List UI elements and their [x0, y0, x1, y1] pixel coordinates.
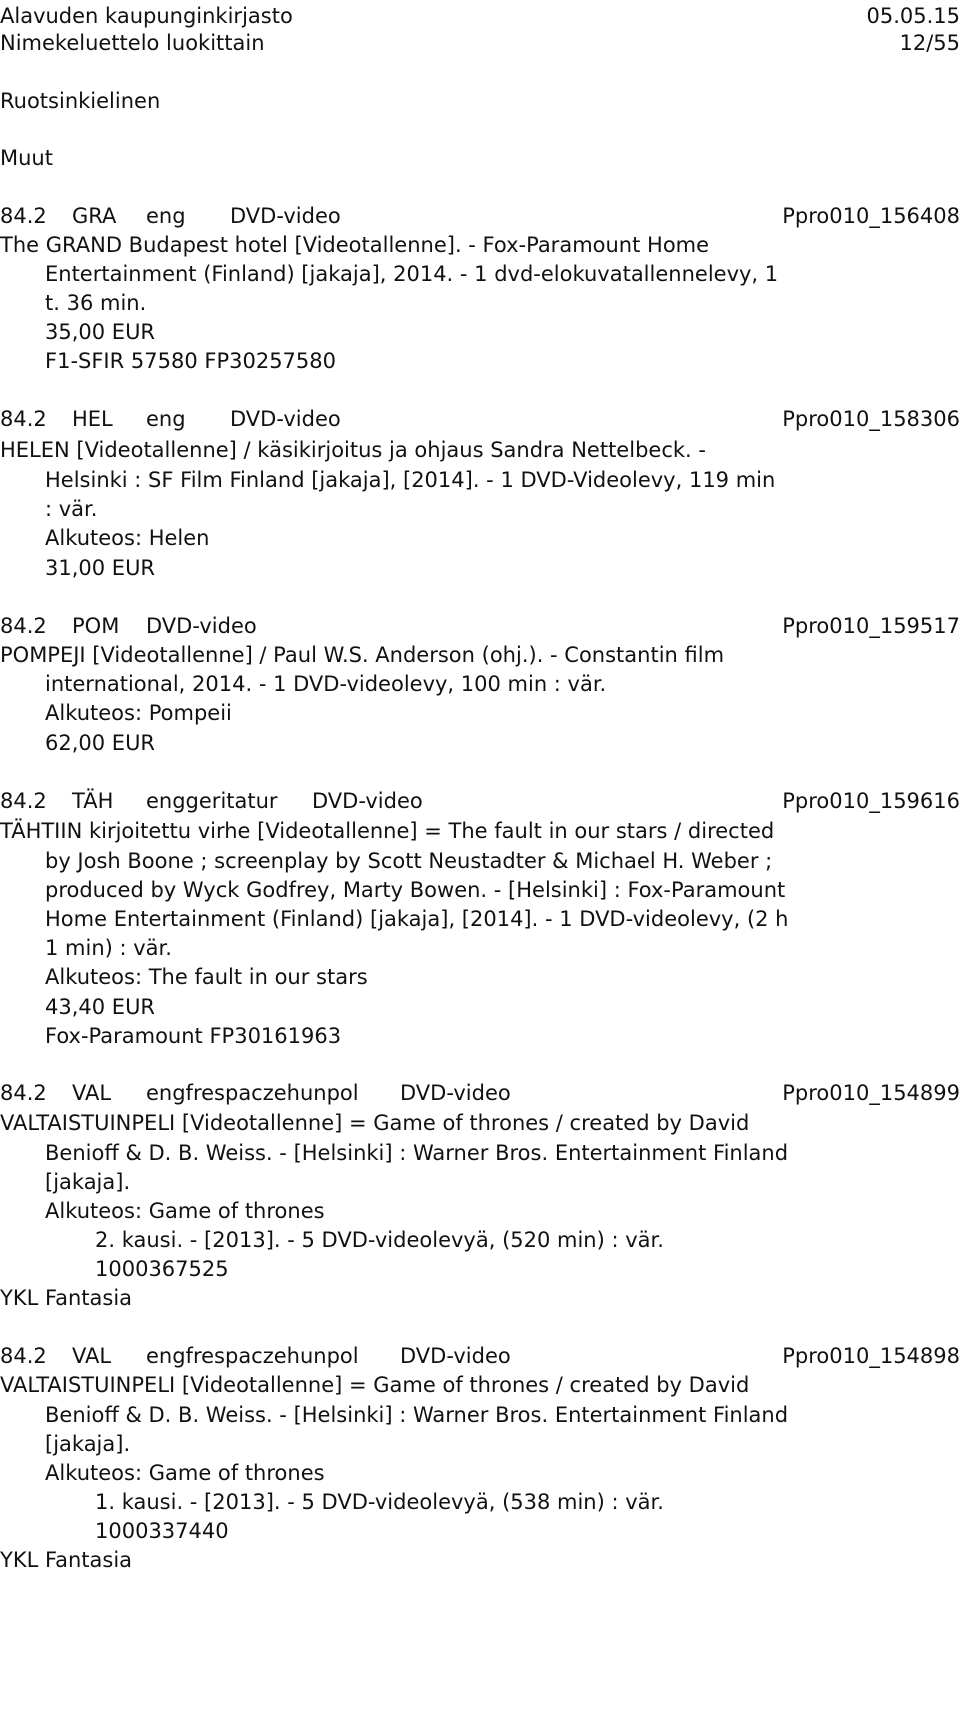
- entry-media: DVD-video: [400, 1344, 511, 1368]
- entry-description-line: Home Entertainment (Finland) [jakaja], [2014]. - 1 DVD-videolevy, (2 h: [45, 907, 789, 931]
- entry-class: 84.2: [0, 1081, 47, 1105]
- entry-class: 84.2: [0, 614, 47, 638]
- entry-language: enggeritatur: [146, 789, 278, 813]
- entry-description-line: [jakaja].: [45, 1170, 131, 1194]
- entry-price: 31,00 EUR: [45, 556, 156, 580]
- entry-language: engfrespaczehunpol: [146, 1344, 359, 1368]
- entry-extra: F1-SFIR 57580 FP30257580: [45, 349, 336, 373]
- entry-original-title: Alkuteos: Game of thrones: [45, 1199, 325, 1223]
- entry-description-line: 1 min) : vär.: [45, 936, 172, 960]
- entry-original-title: Alkuteos: Game of thrones: [45, 1461, 325, 1485]
- entry-original-title: Alkuteos: The fault in our stars: [45, 965, 368, 989]
- entry-media: DVD-video: [400, 1081, 511, 1105]
- entry-class: 84.2: [0, 1344, 47, 1368]
- entry-class: 84.2: [0, 407, 47, 431]
- entry-language: eng: [146, 204, 186, 228]
- entry-class: 84.2: [0, 789, 47, 813]
- entry-class: 84.2: [0, 204, 47, 228]
- entry-description-line: : vär.: [45, 497, 98, 521]
- entry-description-line: The GRAND Budapest hotel [Videotallenne]. - Fox-Paramount Home: [0, 233, 710, 257]
- entry-id: Ppro010_158306: [782, 407, 960, 431]
- entry-media: DVD-video: [146, 614, 257, 638]
- entry-price: 62,00 EUR: [45, 731, 156, 755]
- entry-description-line: VALTAISTUINPELI [Videotallenne] = Game of thrones / created by David: [0, 1373, 750, 1397]
- header-list-title: Nimekeluettelo luokittain: [0, 31, 265, 55]
- entry-description-line: international, 2014. - 1 DVD-videolevy, 100 min : vär.: [45, 672, 607, 696]
- entry-language: engfrespaczehunpol: [146, 1081, 359, 1105]
- entry-ykl-class: YKL Fantasia: [0, 1548, 133, 1572]
- entry-description-line: by Josh Boone ; screenplay by Scott Neustadter & Michael H. Weber ;: [45, 849, 773, 873]
- entry-number: 1000337440: [95, 1519, 229, 1543]
- entry-id: Ppro010_154899: [782, 1081, 960, 1105]
- entry-original-title: Alkuteos: Helen: [45, 526, 210, 550]
- header-library: Alavuden kaupunginkirjasto: [0, 4, 293, 28]
- entry-description-line: Benioff & D. B. Weiss. - [Helsinki] : Warner Bros. Entertainment Finland: [45, 1141, 789, 1165]
- entry-media: DVD-video: [230, 204, 341, 228]
- entry-season: 1. kausi. - [2013]. - 5 DVD-videolevyä, (538 min) : vär.: [95, 1490, 664, 1514]
- entry-language: eng: [146, 407, 186, 431]
- subsection-heading: Muut: [0, 146, 53, 170]
- entry-description-line: POMPEJI [Videotallenne] / Paul W.S. Anderson (ohj.). - Constantin film: [0, 643, 725, 667]
- entry-description-line: produced by Wyck Godfrey, Marty Bowen. - [Helsinki] : Fox-Paramount: [45, 878, 786, 902]
- entry-number: 1000367525: [95, 1257, 229, 1281]
- entry-code: VAL: [72, 1081, 112, 1105]
- entry-code: TÄH: [72, 789, 114, 813]
- entry-description-line: HELEN [Videotallenne] / käsikirjoitus ja ohjaus Sandra Nettelbeck. -: [0, 438, 706, 462]
- entry-code: VAL: [72, 1344, 112, 1368]
- header-date: 05.05.15: [866, 4, 960, 28]
- entry-description-line: VALTAISTUINPELI [Videotallenne] = Game of thrones / created by David: [0, 1111, 750, 1135]
- entry-original-title: Alkuteos: Pompeii: [45, 701, 232, 725]
- entry-id: Ppro010_159517: [782, 614, 960, 638]
- entry-price: 43,40 EUR: [45, 995, 156, 1019]
- entry-price: 35,00 EUR: [45, 320, 156, 344]
- entry-ykl-class: YKL Fantasia: [0, 1286, 133, 1310]
- entry-media: DVD-video: [312, 789, 423, 813]
- entry-extra: Fox-Paramount FP30161963: [45, 1024, 342, 1048]
- entry-description-line: TÄHTIIN kirjoitettu virhe [Videotallenne] = The fault in our stars / directed: [0, 819, 775, 843]
- entry-description-line: Benioff & D. B. Weiss. - [Helsinki] : Warner Bros. Entertainment Finland: [45, 1403, 789, 1427]
- section-heading: Ruotsinkielinen: [0, 89, 161, 113]
- entry-media: DVD-video: [230, 407, 341, 431]
- header-page-number: 12/55: [899, 31, 960, 55]
- entry-code: HEL: [72, 407, 113, 431]
- entry-description-line: Entertainment (Finland) [jakaja], 2014. - 1 dvd-elokuvatallennelevy, 1: [45, 262, 779, 286]
- entry-code: POM: [72, 614, 120, 638]
- entry-description-line: Helsinki : SF Film Finland [jakaja], [2014]. - 1 DVD-Videolevy, 119 min: [45, 468, 776, 492]
- entry-id: Ppro010_159616: [782, 789, 960, 813]
- entry-code: GRA: [72, 204, 117, 228]
- entry-id: Ppro010_154898: [782, 1344, 960, 1368]
- entry-description-line: t. 36 min.: [45, 291, 147, 315]
- entry-season: 2. kausi. - [2013]. - 5 DVD-videolevyä, (520 min) : vär.: [95, 1228, 664, 1252]
- entry-id: Ppro010_156408: [782, 204, 960, 228]
- entry-description-line: [jakaja].: [45, 1432, 131, 1456]
